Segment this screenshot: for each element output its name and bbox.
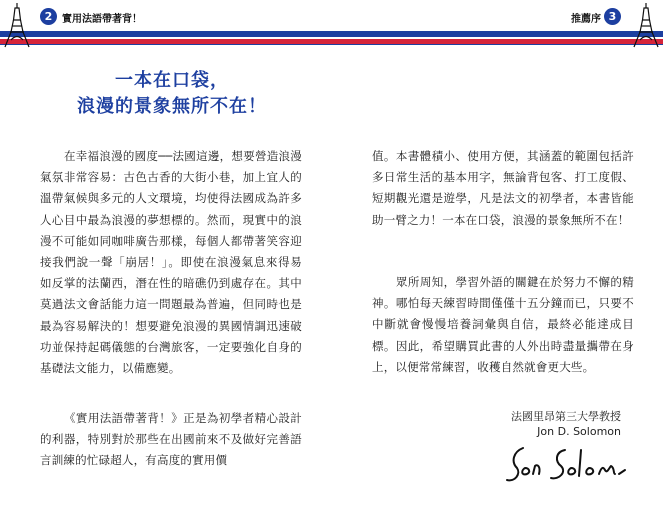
handwritten-signature [503, 440, 633, 490]
author-title: 法國里昂第三大學教授 [511, 410, 621, 423]
author-name: Jon D. Solomon [537, 425, 621, 438]
running-title-left: 實用法語帶著背！ [62, 14, 142, 25]
body-paragraph: 值。本書體積小、使用方便，其涵蓋的範圍包括許多日常生活的基本用字，無論背包客、打工度假、短期觀光還是遊學，凡是法文的初學者，本書皆能助一臂之力！一本在口袋，浪漫的景象無所不在！ [372, 149, 634, 227]
page-number-right: 3 [604, 8, 621, 25]
page-number-left: 2 [40, 8, 57, 25]
title-line-2: 浪漫的景象無所不在！ [77, 96, 267, 117]
running-title-right: 推薦序 [571, 14, 601, 25]
body-paragraph: 《實用法語帶著背！》正是為初學者精心設計的利器，特別對於那些在出國前來不及做好完善語言訓練的忙碌超人，有高度的實用價 [40, 411, 302, 468]
eiffel-tower-icon [2, 2, 32, 48]
body-paragraph: 在幸福浪漫的國度──法國這邊，想要營造浪漫氣氛非常容易：古色古香的大街小巷，加上宜人的溫帶氣候與多元的人文環境，均使得法國成為許多人心目中最為浪漫的夢想標的。然而，現實中的浪漫不可能如同咖啡廣告那樣，每個人都帶著笑容迎接我們說一聲「崩居！」。即使在浪漫氣息來得易如反掌的法蘭西，潛在性的暗礁仍到處存在。其中莫過法文會話能力這一問題最為普遍，但同時也是最為容易解決的！想要避免浪漫的異國情調迅速破功並保持起碼儀態的台灣旅客，一定要強化自身的基礎法文能力，以備應變。 [40, 149, 302, 376]
eiffel-tower-icon [631, 2, 661, 48]
header-stripe-blue-thin [0, 44, 663, 45]
title-line-1: 一本在口袋， [115, 70, 229, 91]
chapter-title [62, 68, 282, 120]
page-header [0, 0, 663, 50]
body-paragraph: 眾所周知，學習外語的關鍵在於努力不懈的精神。哪怕每天練習時間僅僅十五分鐘而已，只要不中斷就會慢慢培養詞彙與自信，最終必能達成目標。因此，希望購買此書的人外出時盡量攜帶在身上，以便常常練習，收穫自然就會更大些。 [372, 275, 634, 374]
